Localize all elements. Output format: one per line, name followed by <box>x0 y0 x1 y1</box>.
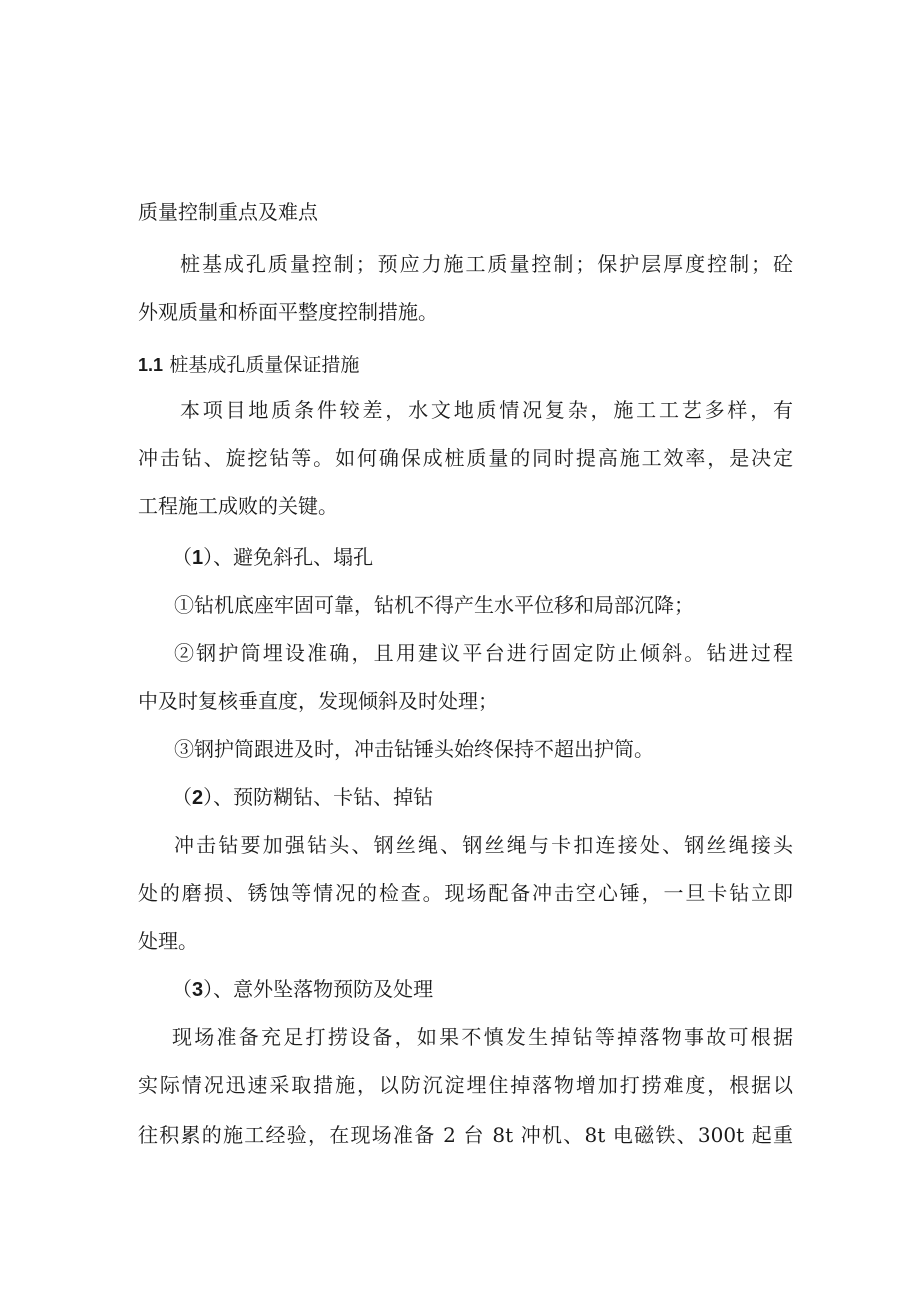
paren-close: ）、 <box>203 977 234 1001</box>
para-line-1: 本项目地质条件较差，水文地质情况复杂，施工工艺多样，有 <box>180 398 793 422</box>
item-2-heading <box>172 783 433 812</box>
item-number: 3 <box>192 979 204 1001</box>
item-1-line-3: 中及时复核垂直度，发现倾斜及时处理； <box>138 689 498 713</box>
item-number: 2 <box>192 787 204 809</box>
intro-line-1: 桩基成孔质量控制；预应力施工质量控制；保护层厚度控制；砼 <box>180 252 793 276</box>
item-3-line-3: 往积累的施工经验，在现场准备 2 台 8t 冲机、8t 电磁铁、300t 起重 <box>138 1123 793 1147</box>
section-title: 质量控制重点及难点 <box>138 200 318 224</box>
paren-close: ）、 <box>203 545 234 569</box>
item-title: 意外坠落物预防及处理 <box>233 977 434 1001</box>
subsection-heading <box>138 350 359 380</box>
item-2-line-3: 处理。 <box>138 929 198 953</box>
item-3-heading <box>172 975 433 1004</box>
paren-close: ）、 <box>203 785 234 809</box>
item-2-line-2: 处的磨损、锈蚀等情况的检查。现场配备冲击空心锤，一旦卡钻立即 <box>138 881 793 905</box>
item-title: 预防糊钻、卡钻、掉钻 <box>233 785 434 809</box>
item-1-line-1: ①钻机底座牢固可靠，钻机不得产生水平位移和局部沉降； <box>174 593 694 617</box>
item-1-line-2: ②钢护筒埋设准确，且用建议平台进行固定防止倾斜。钻进过程 <box>174 641 793 665</box>
paren-open: （ <box>172 785 192 809</box>
item-2-line-1: 冲击钻要加强钻头、钢丝绳、钢丝绳与卡扣连接处、钢丝绳接头 <box>174 833 793 857</box>
item-title: 避免斜孔、塌孔 <box>233 545 374 569</box>
para-line-2: 冲击钻、旋挖钻等。如何确保成桩质量的同时提高施工效率，是决定 <box>138 446 793 470</box>
subsection-number: 1.1 <box>138 355 164 375</box>
item-3-line-2: 实际情况迅速采取措施，以防沉淀埋住掉落物增加打捞难度，根据以 <box>138 1073 793 1097</box>
paren-open: （ <box>172 545 192 569</box>
paren-open: （ <box>172 977 192 1001</box>
item-1-line-4: ③钢护筒跟进及时，冲击钻锤头始终保持不超出护筒。 <box>174 737 654 761</box>
item-3-line-1: 现场准备充足打捞设备，如果不慎发生掉钻等掉落物事故可根据 <box>172 1025 793 1049</box>
item-number: 1 <box>192 547 204 569</box>
para-line-3: 工程施工成败的关键。 <box>138 494 338 518</box>
subsection-title: 桩基成孔质量保证措施 <box>169 355 360 376</box>
intro-line-2: 外观质量和桥面平整度控制措施。 <box>138 300 438 324</box>
item-1-heading <box>172 543 373 572</box>
